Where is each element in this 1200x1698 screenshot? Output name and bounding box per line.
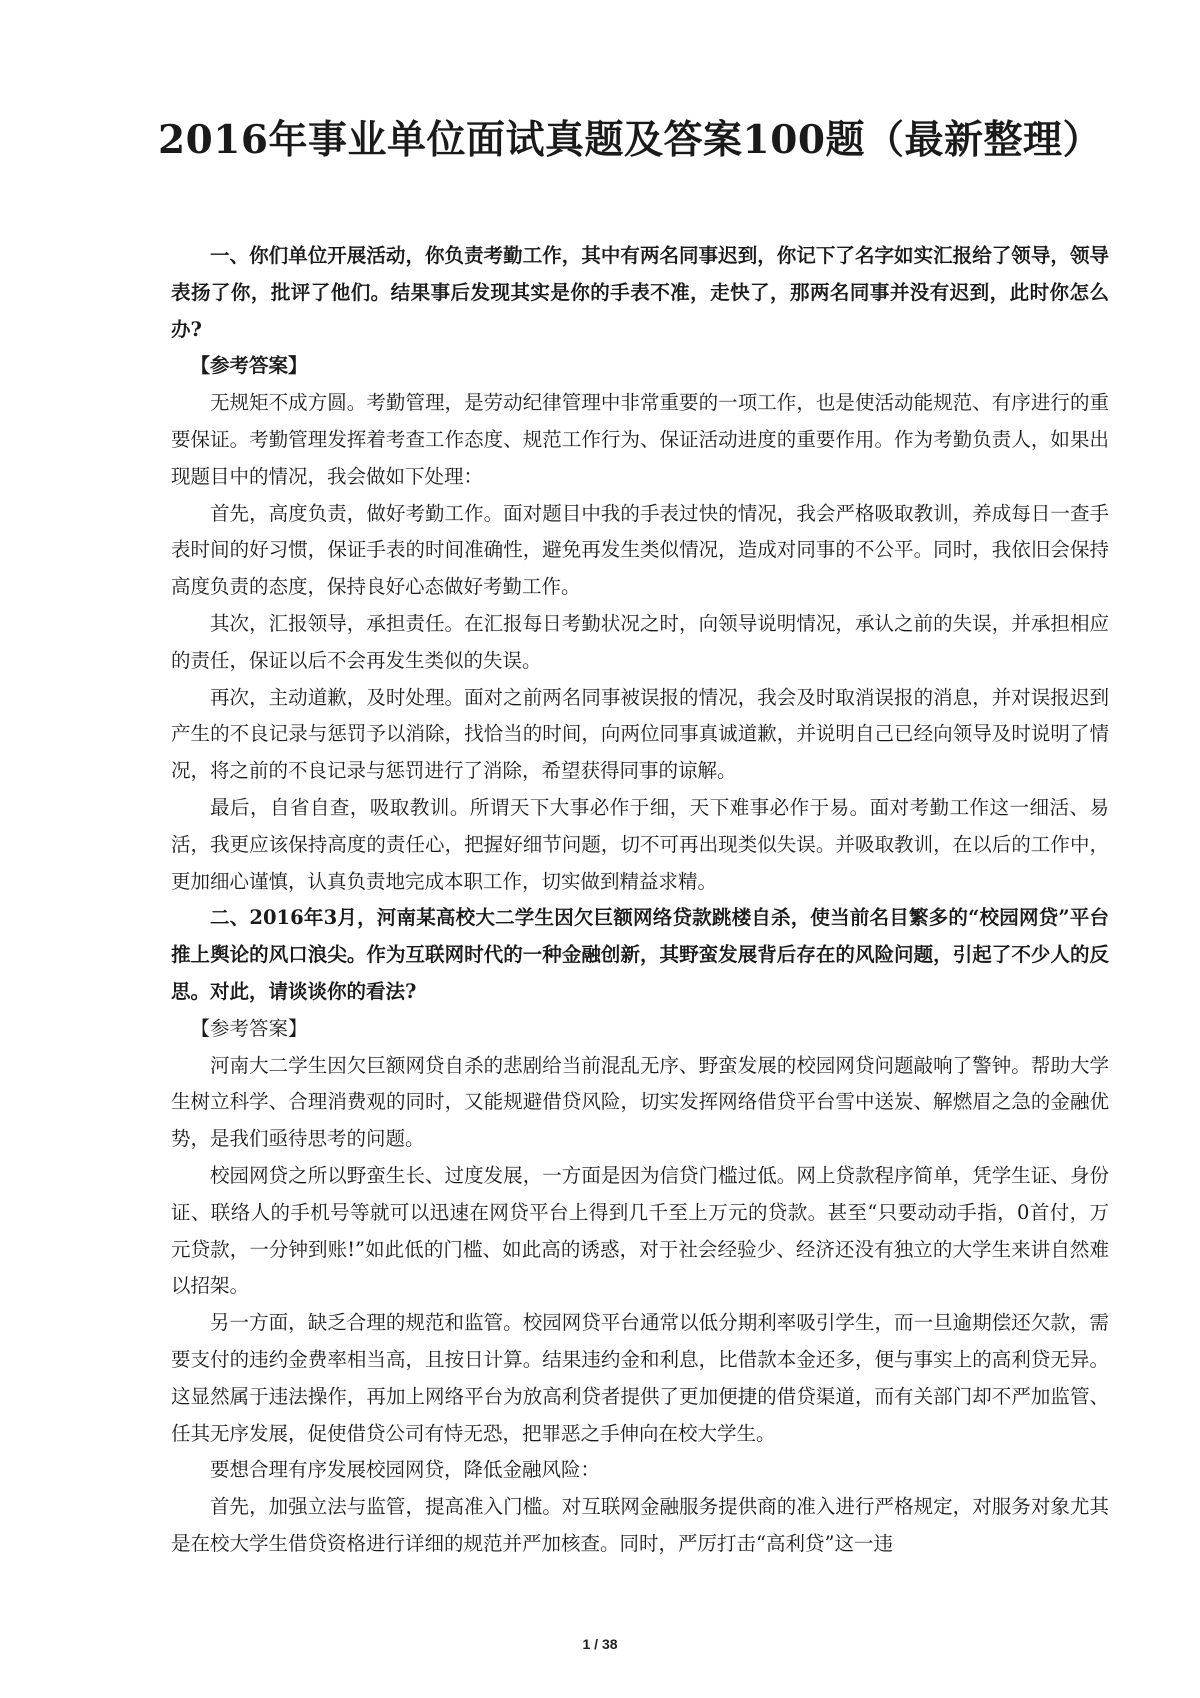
paragraph: 另一方面，缺乏合理的规范和监管。校园网贷平台通常以低分期利率吸引学生，而一旦逾期偿还欠款，需要支付的违约金费率相当高，且按日计算。结果违约金和利息，比借款本金还多，便与事实上的高利贷无异。这显然属于违法操作，再加上网络平台为放高利贷者提供了更加便捷的借贷渠道，而有关部门却不严加监管、任其无序发展，促使借贷公司有恃无恐，把罪恶之手伸向在校大学生。 — [171, 1311, 1109, 1445]
document-title: 2016年事业单位面试真题及答案100题（最新整理） — [158, 117, 1102, 163]
paragraph: 首先，加强立法与监管，提高准入门槛。对互联网金融服务提供商的准入进行严格规定，对服务对象尤其是在校大学生借贷资格进行详细的规范并严加核查。同时，严厉打击“高利贷”这一违 — [171, 1495, 1109, 1555]
paragraph: 无规矩不成方圆。考勤管理，是劳动纪律管理中非常重要的一项工作，也是使活动能规范、有序进行的重要保证。考勤管理发挥着考查工作态度、规范工作行为、保证活动进度的重要作用。作为考勤负责人，如果出现题目中的情况，我会做如下处理： — [171, 391, 1109, 488]
paragraph: 校园网贷之所以野蛮生长、过度发展，一方面是因为信贷门槛过低。网上贷款程序简单，凭学生证、身份证、联络人的手机号等就可以迅速在网贷平台上得到几千至上万元的贷款。甚至“只要动动手指，0首付，万元贷款，一分钟到账!”如此低的门槛、如此高的诱惑，对于社会经验少、经济还没有独立的大学生来讲自然难以招架。 — [171, 1163, 1109, 1298]
question-2: 二、2016年3月，河南某高校大二学生因欠巨额网络贷款跳楼自杀，使当前名目繁多的“校园网贷”平台推上舆论的风口浪尖。作为互联网时代的一种金融创新，其野蛮发展背后存在的风险问题，引起了不少人的反思。对此，请谈谈你的看法? — [171, 906, 1109, 1003]
paragraph: 最后，自省自查，吸取教训。所谓天下大事必作于细，天下难事必作于易。面对考勤工作这一细活、易活，我更应该保持高度的责任心，把握好细节问题，切不可再出现类似失误。并吸取教训，在以后的工作中，更加细心谨慎，认真负责地完成本职工作，切实做到精益求精。 — [171, 795, 1109, 893]
paragraph: 要想合理有序发展校园网贷，降低金融风险： — [210, 1458, 601, 1482]
page-number: 1 / 38 — [582, 1636, 618, 1652]
document-body — [171, 238, 1109, 1563]
paragraph: 河南大二学生因欠巨额网贷自杀的悲剧给当前混乱无序、野蛮发展的校园网贷问题敲响了警钟。帮助大学生树立科学、合理消费观的同时，又能规避借贷风险，切实发挥网络借贷平台雪中送炭、解燃眉之急的金融优势，是我们亟待思考的问题。 — [171, 1053, 1109, 1151]
paragraph: 首先，高度负责，做好考勤工作。面对题目中我的手表过快的情况，我会严格吸取教训，养成每日一查手表时间的好习惯，保证手表的时间准确性，避免再发生类似情况，造成对同事的不公平。同时，我依旧会保持高度负责的态度，保持良好心态做好考勤工作。 — [171, 501, 1109, 599]
paragraph: 再次，主动道歉，及时处理。面对之前两名同事被误报的情况，我会及时取消误报的消息，并对误报迟到产生的不良记录与惩罚予以消除，找恰当的时间，向两位同事真诚道歉，并说明自己已经向领导及时说明了情况，将之前的不良记录与惩罚进行了消除，希望获得同事的谅解。 — [171, 685, 1109, 783]
paragraph: 其次，汇报领导，承担责任。在汇报每日考勤状况之时，向领导说明情况，承认之前的失误，并承担相应的责任，保证以后不会再发生类似的失误。 — [171, 611, 1109, 672]
answer-label-1: 【参考答案】 — [190, 354, 308, 378]
answer-label-2: 【参考答案】 — [190, 1016, 308, 1040]
question-1: 一、你们单位开展活动，你负责考勤工作，其中有两名同事迟到，你记下了名字如实汇报给了领导，领导表扬了你，批评了他们。结果事后发现其实是你的手表不准，走快了，那两名同事并没有迟到，此时你怎么办? — [171, 244, 1109, 341]
